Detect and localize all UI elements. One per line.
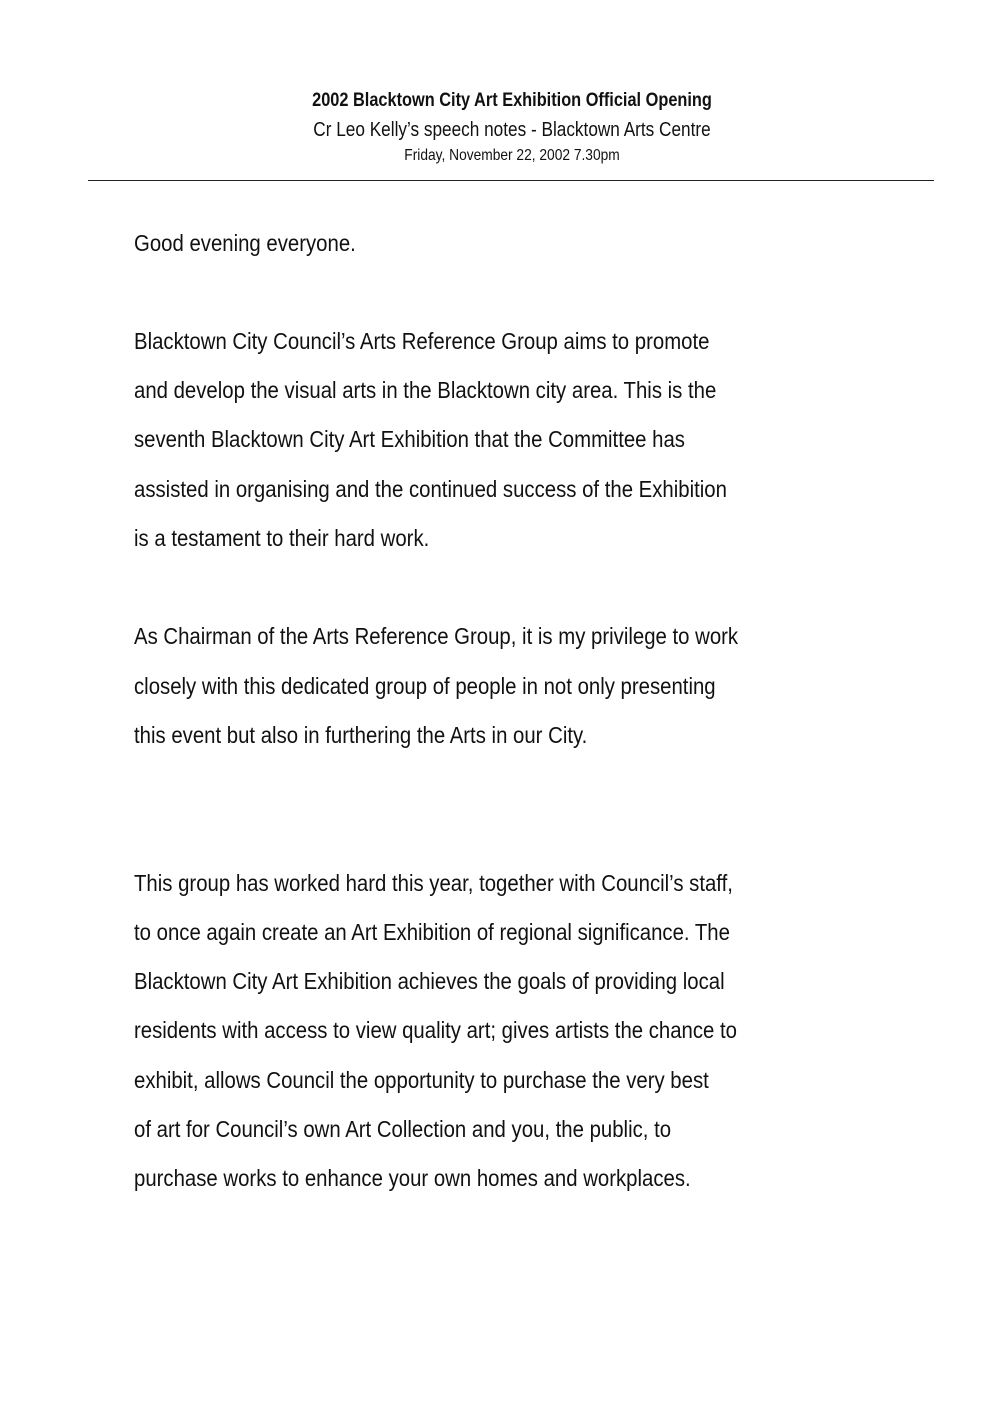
paragraph-line: This group has worked hard this year, together with Council’s staff, — [134, 870, 733, 896]
paragraph-line: this event but also in furthering the Arts in our City. — [134, 722, 588, 748]
paragraph-line: residents with access to view quality art; gives artists the chance to — [134, 1017, 738, 1043]
paragraph-line: Blacktown City Art Exhibition achieves the goals of providing local — [134, 968, 725, 994]
paragraph-line: purchase works to enhance your own homes and workplaces. — [134, 1165, 691, 1191]
document-title: 2002 Blacktown City Art Exhibition Official Opening — [312, 90, 712, 111]
paragraph-line: closely with this dedicated group of people in not only presenting — [134, 673, 716, 699]
paragraph-line: is a testament to their hard work. — [134, 525, 430, 551]
document-subtitle: Cr Leo Kelly’s speech notes - Blacktown Arts Centre — [313, 119, 711, 141]
paragraph-line: and develop the visual arts in the Blacktown city area. This is the — [134, 377, 717, 403]
document-date: Friday, November 22, 2002 7.30pm — [404, 147, 620, 164]
paragraph-line: As Chairman of the Arts Reference Group, it is my privilege to work — [134, 623, 739, 649]
paragraph-line: Blacktown City Council’s Arts Reference Group aims to promote — [134, 328, 710, 354]
paragraph-line: to once again create an Art Exhibition of regional significance. The — [134, 919, 730, 945]
header-divider — [88, 180, 934, 181]
paragraph-line: of art for Council’s own Art Collection and you, the public, to — [134, 1116, 672, 1142]
paragraph-line: seventh Blacktown City Art Exhibition that the Committee has — [134, 426, 685, 452]
paragraph-line: exhibit, allows Council the opportunity to purchase the very best — [134, 1067, 709, 1093]
greeting: Good evening everyone. — [134, 230, 356, 256]
paragraph-line: assisted in organising and the continued success of the Exhibition — [134, 476, 727, 502]
